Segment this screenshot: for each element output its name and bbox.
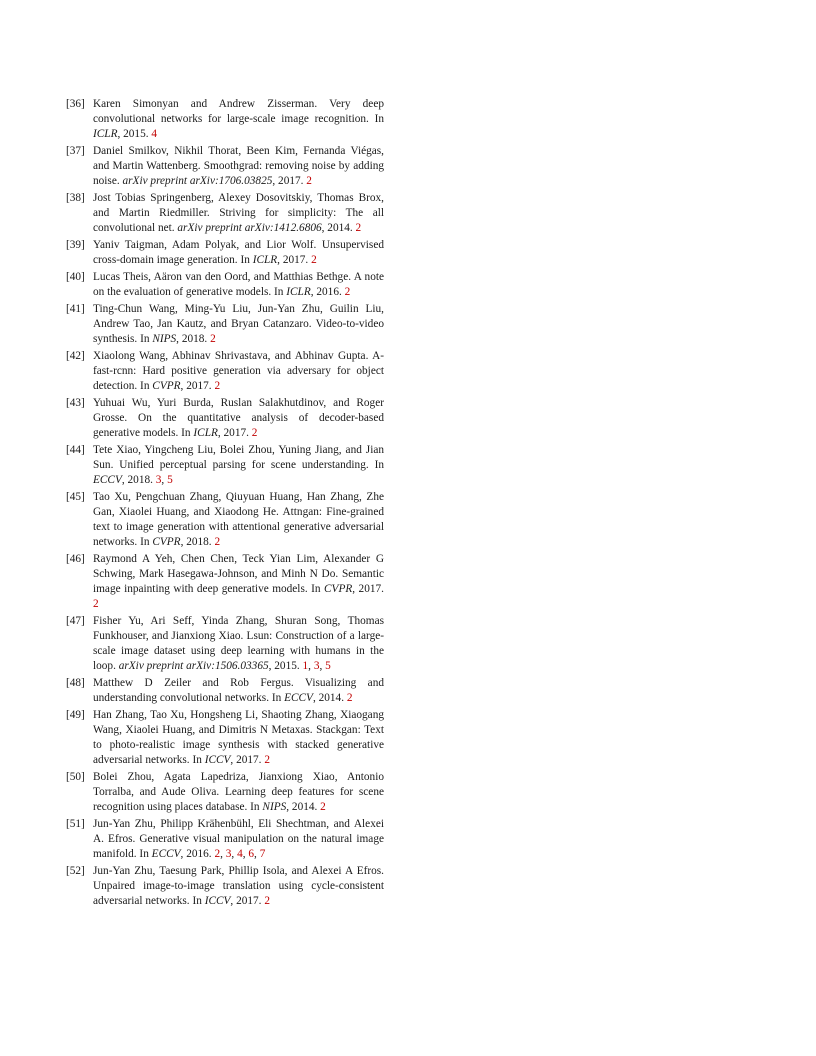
citation-page-link[interactable]: 2 (264, 754, 270, 766)
citation-page-link[interactable]: 6 (248, 848, 255, 860)
venue-name: NIPS (262, 801, 287, 813)
reference-text-segment: , 2017. (180, 380, 215, 392)
venue-name: arXiv preprint arXiv:1412.6806 (177, 222, 322, 234)
reference-number: [41] (66, 303, 85, 315)
reference-text (93, 270, 384, 300)
reference-text-segment: , 2014. (321, 222, 356, 234)
citation-page-link[interactable]: 3 (225, 848, 232, 860)
citation-page-link[interactable]: 2 (346, 692, 353, 704)
reference-entry (66, 443, 384, 488)
reference-text-segment: , 2018. (176, 333, 211, 345)
reference-number: [39] (66, 239, 85, 251)
citation-page-link[interactable]: 2 (214, 380, 221, 392)
reference-number: [48] (66, 677, 85, 689)
venue-name: ECCV (93, 474, 122, 486)
reference-text-segment: Matthew D Zeiler and Rob Fergus. Visualizing and understanding convolutional networks. In (93, 677, 384, 704)
citation-page-link[interactable]: 2 (214, 536, 221, 548)
reference-text-segment: Lucas Theis, Aäron van den Oord, and Matthias Bethge. A note on the evaluation of generative models. In (93, 271, 384, 298)
reference-number: [47] (66, 615, 85, 627)
citation-page-link[interactable]: 2 (251, 427, 258, 439)
reference-number: [42] (66, 350, 85, 362)
reference-text (93, 708, 384, 768)
venue-name: CVPR (324, 583, 353, 595)
reference-text (93, 443, 384, 488)
citation-page-link[interactable]: 5 (325, 660, 331, 672)
reference-entry (66, 349, 384, 394)
reference-number: [37] (66, 145, 85, 157)
reference-text (93, 349, 384, 394)
reference-text-segment: Han Zhang, Tao Xu, Hongsheng Li, Shaoting Zhang, Xiaogang Wang, Xiaolei Huang, and Dimitris N Metaxas. Stackgan: Text to photo-realistic image synthesis with stacked generative adversarial networks. In (93, 709, 384, 766)
reference-text-segment: Yuhuai Wu, Yuri Burda, Ruslan Salakhutdinov, and Roger Grosse. On the quantitative analysis of decoder-based generative models. In (93, 397, 384, 439)
reference-text (93, 490, 384, 550)
venue-name: ICLR (252, 254, 278, 266)
reference-entry (66, 238, 384, 268)
reference-entry (66, 708, 384, 768)
reference-text-segment: Bolei Zhou, Agata Lapedriza, Jianxiong Xiao, Antonio Torralba, and Aude Oliva. Learning deep features for scene recognition using places database. In (93, 771, 384, 813)
citation-page-link[interactable]: 3 (155, 474, 162, 486)
reference-entry (66, 864, 384, 909)
reference-text (93, 552, 384, 612)
venue-name: NIPS (152, 333, 177, 345)
reference-text-segment: Tete Xiao, Yingcheng Liu, Bolei Zhou, Yuning Jiang, and Jian Sun. Unified perceptual parsing for scene understanding. In (93, 444, 384, 471)
reference-text-segment: , 2017. (230, 895, 265, 907)
citation-page-link[interactable]: 2 (264, 895, 270, 907)
venue-name: CVPR (152, 536, 181, 548)
reference-entry (66, 552, 384, 612)
reference-text-segment: , 2016. (310, 286, 345, 298)
citation-page-link[interactable]: 2 (306, 175, 312, 187)
reference-text-segment: , 2017. (230, 754, 265, 766)
reference-text (93, 864, 384, 909)
reference-text-segment: , (254, 848, 260, 860)
reference-number: [46] (66, 553, 85, 565)
reference-number: [44] (66, 444, 85, 456)
reference-number: [36] (66, 98, 85, 110)
citation-page-link[interactable]: 2 (355, 222, 362, 234)
reference-text (93, 614, 384, 674)
reference-entry (66, 614, 384, 674)
reference-entry (66, 97, 384, 142)
citation-page-link[interactable]: 7 (259, 848, 266, 860)
reference-entry (66, 396, 384, 441)
reference-entry (66, 490, 384, 550)
reference-text (93, 191, 384, 236)
venue-name: arXiv preprint arXiv:1706.03825 (122, 175, 273, 187)
reference-text-segment: Raymond A Yeh, Chen Chen, Teck Yian Lim, Alexander G Schwing, Mark Hasegawa-Johnson, and Minh N Do. Semantic image inpainting with deep generative models. In (93, 553, 384, 595)
reference-number: [40] (66, 271, 85, 283)
reference-text-segment: Jun-Yan Zhu, Philipp Krähenbühl, Eli Shechtman, and Alexei A. Efros. Generative visual manipulation on the natural image manifold. In (93, 818, 384, 860)
reference-text-segment: Xiaolong Wang, Abhinav Shrivastava, and Abhinav Gupta. A-fast-rcnn: Hard positive generation via adversary for object detection. In (93, 350, 384, 392)
reference-text-segment: , (161, 474, 168, 486)
reference-text-segment: , 2017. (217, 427, 252, 439)
reference-entry (66, 144, 384, 189)
reference-text-segment: Tao Xu, Pengchuan Zhang, Qiuyuan Huang, Han Zhang, Zhe Gan, Xiaolei Huang, and Xiaodong He. Attngan: Fine-grained text to image generation with attentional generative adversarial networks. In (93, 491, 384, 548)
citation-page-link[interactable]: 2 (210, 333, 216, 345)
reference-text-segment: Fisher Yu, Ari Seff, Yinda Zhang, Shuran Song, Thomas Funkhouser, and Jianxiong Xiao. Lsun: Construction of a large-scale image dataset using deep learning with humans in the loop. (93, 615, 384, 672)
reference-text-segment: , 2014. (286, 801, 321, 813)
reference-text-segment: , 2015. (268, 660, 303, 672)
reference-entry (66, 770, 384, 815)
reference-text (93, 302, 384, 347)
reference-text-segment: , 2016. (180, 848, 215, 860)
venue-name: ICCV (204, 754, 231, 766)
reference-text-segment: Ting-Chun Wang, Ming-Yu Liu, Jun-Yan Zhu, Guilin Liu, Andrew Tao, Jan Kautz, and Bryan Catanzaro. Video-to-video synthesis. In (93, 303, 384, 345)
reference-text-segment: Daniel Smilkov, Nikhil Thorat, Been Kim, Fernanda Viégas, and Martin Wattenberg. Smoothgrad: removing noise by adding noise. (93, 145, 384, 187)
reference-entry (66, 191, 384, 236)
citation-page-link[interactable]: 3 (313, 660, 320, 672)
citation-page-link[interactable]: 2 (311, 254, 317, 266)
reference-text (93, 396, 384, 441)
citation-page-link[interactable]: 4 (151, 128, 158, 140)
reference-number: [50] (66, 771, 85, 783)
citation-page-link[interactable]: 4 (237, 848, 243, 860)
citation-page-link[interactable]: 2 (320, 801, 326, 813)
reference-text-segment: , 2017. (352, 583, 384, 595)
venue-name: ECCV (284, 692, 313, 704)
reference-text-segment: , (308, 660, 314, 672)
reference-number: [49] (66, 709, 85, 721)
reference-text-segment: , (319, 660, 326, 672)
venue-name: arXiv preprint arXiv:1506.03365 (118, 660, 269, 672)
venue-name: ICLR (93, 128, 118, 140)
reference-entry (66, 302, 384, 347)
citation-page-link[interactable]: 2 (93, 598, 99, 610)
reference-number: [43] (66, 397, 85, 409)
reference-text-segment: Yaniv Taigman, Adam Polyak, and Lior Wolf. Unsupervised cross-domain image generation. In (93, 239, 384, 266)
venue-name: ICLR (286, 286, 311, 298)
reference-text-segment: , 2014. (312, 692, 347, 704)
reference-list (66, 97, 384, 911)
reference-text (93, 770, 384, 815)
reference-text (93, 238, 384, 268)
reference-text-segment: Karen Simonyan and Andrew Zisserman. Very deep convolutional networks for large-scale image recognition. In (93, 98, 384, 125)
reference-number: [52] (66, 865, 85, 877)
venue-name: CVPR (152, 380, 181, 392)
reference-number: [38] (66, 192, 85, 204)
reference-text-segment: , 2018. (121, 474, 156, 486)
reference-number: [45] (66, 491, 85, 503)
reference-text-segment: , (231, 848, 238, 860)
reference-text-segment: Jost Tobias Springenberg, Alexey Dosovitskiy, Thomas Brox, and Martin Riedmiller. Striving for simplicity: The all convolutional net. (93, 192, 384, 234)
reference-text-segment: , 2015. (117, 128, 152, 140)
reference-entry (66, 676, 384, 706)
reference-text (93, 817, 384, 862)
citation-page-link[interactable]: 2 (214, 848, 221, 860)
citation-page-link[interactable]: 5 (167, 474, 173, 486)
reference-text-segment: , 2017. (272, 175, 307, 187)
venue-name: ECCV (151, 848, 181, 860)
reference-number: [51] (66, 818, 85, 830)
reference-text-segment: , (220, 848, 226, 860)
venue-name: ICCV (204, 895, 231, 907)
citation-page-link[interactable]: 1 (302, 660, 309, 672)
reference-text (93, 676, 384, 706)
venue-name: ICLR (193, 427, 218, 439)
reference-text-segment: , 2018. (180, 536, 215, 548)
reference-text-segment: Jun-Yan Zhu, Taesung Park, Phillip Isola, and Alexei A Efros. Unpaired image-to-image translation using cycle-consistent adversarial networks. In (93, 865, 384, 907)
reference-text-segment: , (242, 848, 249, 860)
reference-text-segment: , 2017. (277, 254, 312, 266)
reference-text (93, 144, 384, 189)
citation-page-link[interactable]: 2 (344, 286, 351, 298)
reference-text (93, 97, 384, 142)
reference-entry (66, 817, 384, 862)
reference-entry (66, 270, 384, 300)
